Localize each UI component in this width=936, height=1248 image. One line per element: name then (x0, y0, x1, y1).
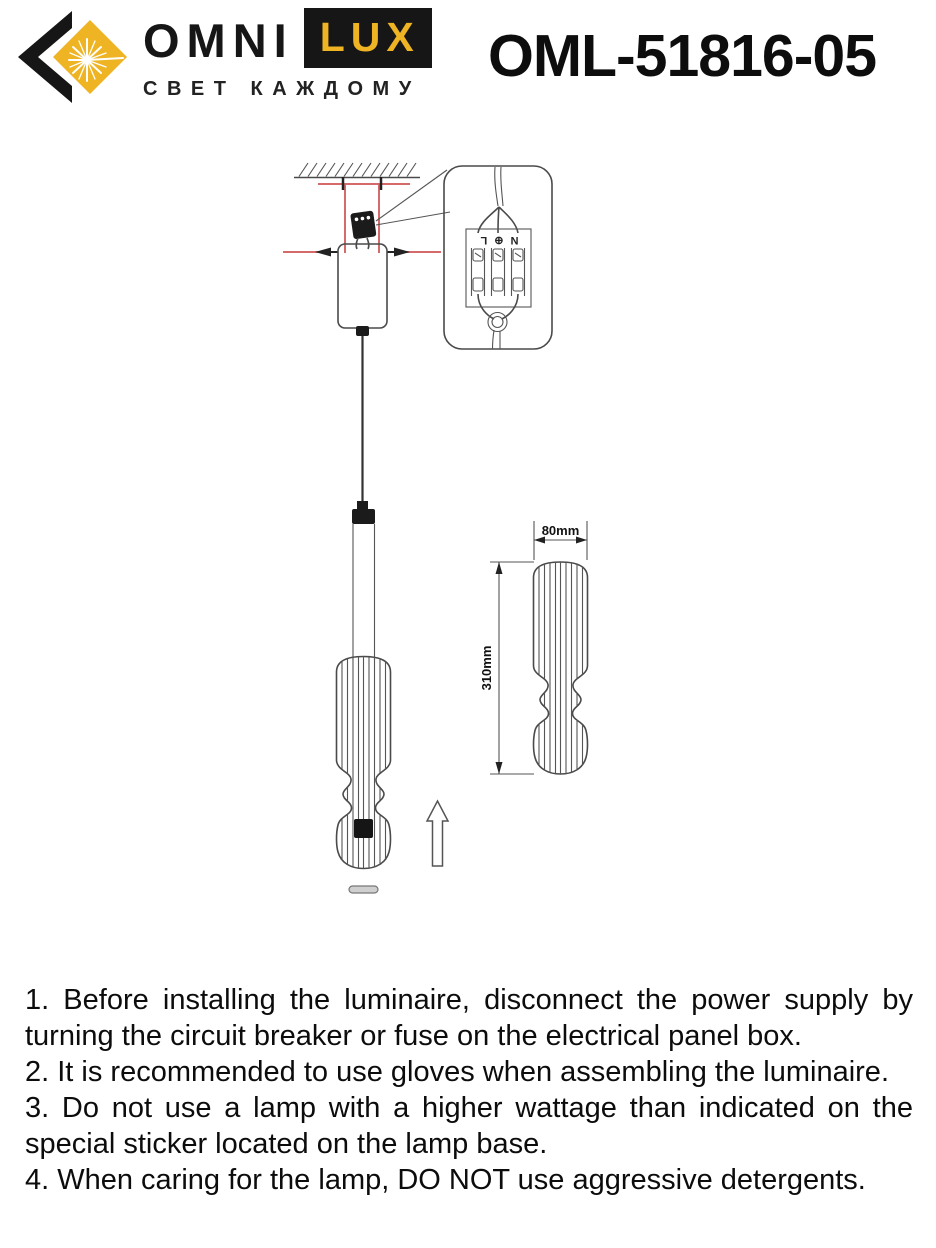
brand-logo (10, 5, 432, 110)
brand-name-lux: LUX (304, 8, 432, 68)
ribbed-shade-front (337, 655, 391, 870)
instruction-item: 3. Do not use a lamp with a higher wattage than indicated on the special sticker located on the lamp base. (25, 1092, 913, 1160)
terminal-labels: N ⊕ L (478, 234, 519, 246)
installation-diagram (0, 120, 936, 980)
lamp-stem (353, 524, 375, 660)
lamp-cap (352, 509, 375, 524)
slide-arrow-right (387, 248, 410, 257)
header (0, 0, 936, 120)
brand-text (143, 5, 432, 101)
wire-grip (357, 501, 368, 510)
slide-arrow-left (315, 248, 338, 257)
brand-tagline: СВЕТ КАЖДОМУ (143, 78, 421, 100)
side-view (479, 521, 588, 776)
safety-instructions (25, 982, 913, 1198)
pendant-lamp (337, 501, 391, 893)
brand-logo-icon (10, 5, 135, 110)
callout-bubble (444, 166, 552, 349)
ceiling-hatch (294, 163, 420, 178)
brand-name-omni: OMNI (143, 13, 294, 67)
height-label: 310mm (479, 645, 494, 691)
instruction-item: 2. It is recommended to use gloves when assembling the luminaire. (25, 1056, 889, 1088)
led-module (354, 819, 373, 838)
up-arrow-icon (427, 801, 448, 866)
model-number: OML-51816-05 (487, 23, 877, 89)
width-label: 80mm (541, 523, 580, 538)
dimension-width (534, 521, 587, 560)
dimension-height (479, 562, 534, 774)
canopy (338, 244, 387, 336)
instruction-item: 4. When caring for the lamp, DO NOT use aggressive detergents. (25, 1164, 866, 1196)
terminal-detail (466, 167, 531, 349)
ribbed-shade-side (534, 560, 588, 776)
instruction-item: 1. Before installing the luminaire, disconnect the power supply by turning the circuit breaker or fuse on the electrical panel box. (25, 984, 913, 1052)
diffuser-disc (349, 886, 378, 893)
